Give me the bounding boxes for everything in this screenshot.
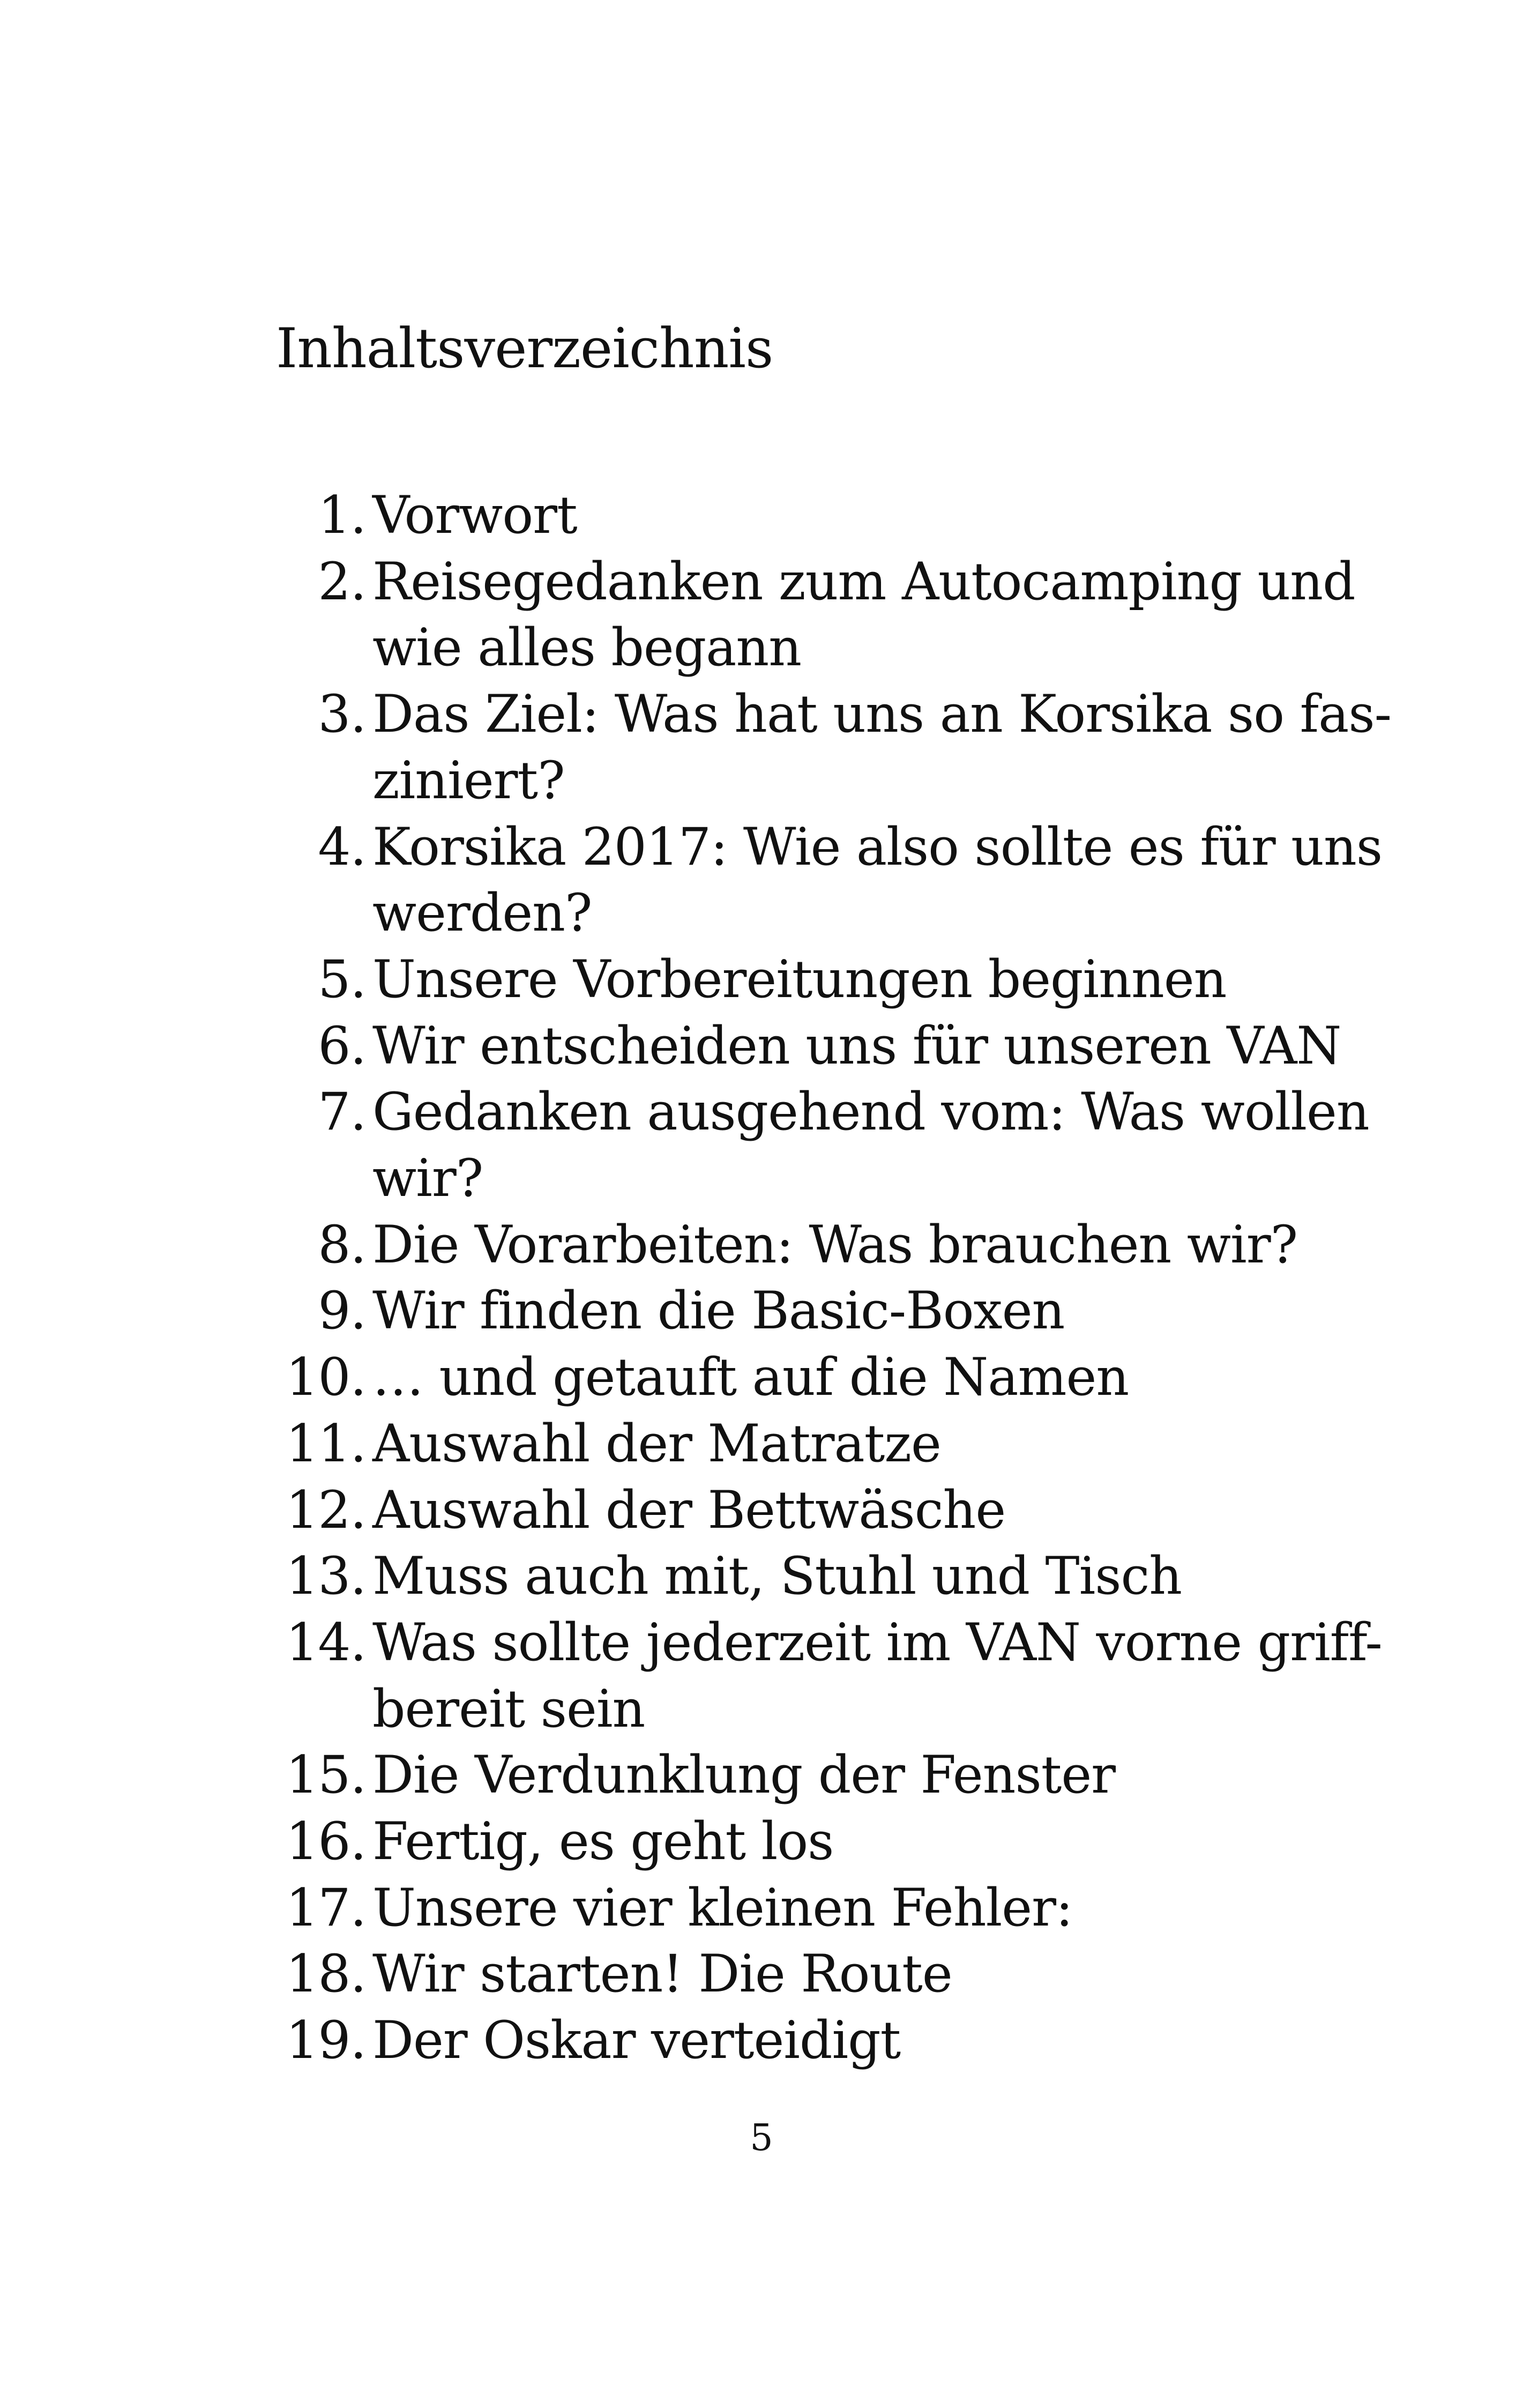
toc-entry-number: 7.: [318, 1082, 366, 1142]
page-title: Inhaltsverzeichnis: [276, 317, 773, 381]
toc-entry-title: Das Ziel: Was hat uns an Korsika so fas- ziniert?: [372, 684, 1392, 811]
table-of-contents: [276, 482, 1392, 2074]
toc-entry: [276, 1477, 1348, 1544]
toc-entry: [276, 1941, 1348, 2008]
toc-entry: [276, 1875, 1348, 1942]
toc-entry-number: 11.: [286, 1413, 366, 1474]
toc-entry-number: 1.: [318, 485, 366, 545]
toc-entry-number: 9.: [318, 1281, 366, 1341]
toc-entry-number: 3.: [318, 684, 366, 745]
toc-entry-number: 10.: [286, 1347, 366, 1408]
toc-entry-title: Reisegedanken zum Autocamping und wie alles begann: [372, 551, 1355, 678]
toc-entry-title: Auswahl der Bettwäsche: [372, 1480, 1006, 1540]
toc-entry-title: Unsere Vorbereitungen beginnen: [372, 949, 1227, 1009]
toc-entry-number: 19.: [286, 2010, 366, 2071]
toc-entry-title: Auswahl der Matratze: [372, 1413, 941, 1474]
toc-entry-title: … und getauft auf die Namen: [372, 1347, 1129, 1408]
toc-entry-number: 2.: [318, 551, 366, 612]
toc-entry: [276, 2008, 1348, 2074]
toc-entry: [276, 1212, 1348, 1279]
toc-entry: [276, 1610, 1382, 1742]
toc-entry: [276, 1013, 1348, 1080]
toc-entry: [276, 1411, 1348, 1477]
toc-entry: [276, 947, 1348, 1013]
toc-entry-title: Die Vorarbeiten: Was brauchen wir?: [372, 1214, 1298, 1275]
toc-entry: [276, 549, 1355, 681]
toc-entry-title: Vorwort: [372, 485, 577, 545]
toc-entry: [276, 1079, 1369, 1212]
page-number: 5: [750, 2117, 773, 2159]
toc-entry: [276, 1742, 1348, 1809]
toc-entry: [276, 1809, 1348, 1875]
toc-entry-number: 17.: [286, 1877, 366, 1938]
toc-entry-number: 6.: [318, 1015, 366, 1076]
toc-entry-title: Die Verdunklung der Fenster: [372, 1745, 1116, 1805]
toc-entry: [276, 482, 1348, 549]
toc-entry-number: 13.: [286, 1546, 366, 1607]
toc-entry-title: Wir finden die Basic-Boxen: [372, 1281, 1065, 1341]
toc-entry-number: 5.: [318, 949, 366, 1009]
toc-entry-number: 16.: [286, 1811, 366, 1872]
toc-entry-number: 12.: [286, 1480, 366, 1540]
toc-entry: [276, 681, 1392, 814]
toc-entry-title: Wir starten! Die Route: [372, 1944, 952, 2004]
toc-entry: [276, 1278, 1348, 1344]
toc-entry-title: Was sollte jederzeit im VAN vorne griff- bereit sein: [372, 1612, 1382, 1739]
toc-entry-title: Wir entscheiden uns für unseren VAN: [372, 1015, 1341, 1076]
toc-entry-title: Fertig, es geht los: [372, 1811, 834, 1872]
toc-entry: [276, 1344, 1348, 1411]
toc-entry: [276, 1543, 1348, 1610]
toc-entry: [276, 814, 1383, 947]
toc-entry-number: 4.: [318, 816, 366, 877]
toc-entry-number: 14.: [286, 1612, 366, 1673]
toc-entry-title: Unsere vier kleinen Fehler:: [372, 1877, 1073, 1938]
toc-entry-title: Gedanken ausgehend vom: Was wollen wir?: [372, 1082, 1369, 1209]
toc-entry-title: Der Oskar verteidigt: [372, 2010, 901, 2071]
toc-entry-title: Muss auch mit, Stuhl und Tisch: [372, 1546, 1182, 1607]
toc-entry-number: 18.: [286, 1944, 366, 2004]
toc-entry-number: 15.: [286, 1745, 366, 1805]
toc-entry-number: 8.: [318, 1214, 366, 1275]
toc-entry-title: Korsika 2017: Wie also sollte es für uns werden?: [372, 816, 1383, 943]
